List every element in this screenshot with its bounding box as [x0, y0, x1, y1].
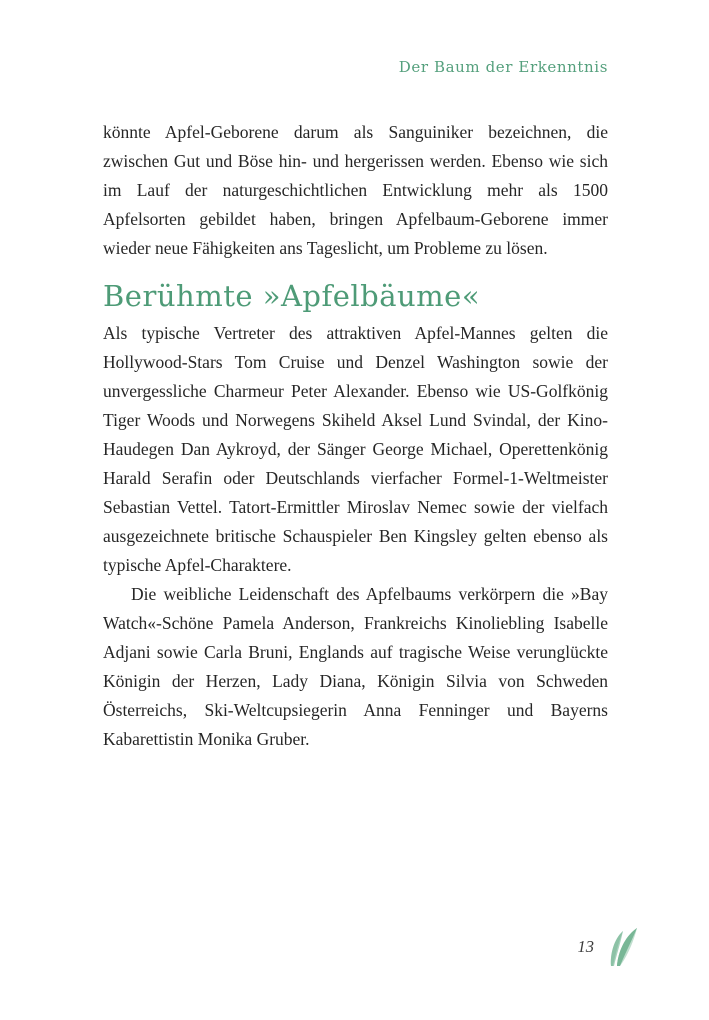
text-block [103, 118, 608, 754]
feather-icon [604, 926, 640, 968]
page-number: 13 [577, 937, 594, 956]
page-footer [578, 926, 641, 968]
running-header: Der Baum der Erkenntnis [398, 58, 608, 76]
paragraph-apfel-maenner: Als typische Vertreter des attraktiven Apfel-Mannes gelten die Hollywood-Stars Tom Cruise und Denzel Washington sowie der unvergessliche Charmeur Peter Alexander. Ebenso wie US-Golfkönig Tiger Woods und Norwegens Skiheld Aksel Lund Svindal, der Kino-Haudegen Dan Aykroyd, der Sänger George Michael, Operettenkönig Harald Serafin oder Deutschlands vierfacher Formel-1-Weltmeister Sebastian Vettel. Tatort-Ermittler Miroslav Nemec sowie der vielfach ausgezeichnete britische Schauspieler Ben Kingsley gelten ebenso als typische Apfel-Charaktere. [103, 323, 608, 575]
paragraph-apfel-frauen: Die weibliche Leidenschaft des Apfelbaums verkörpern die »Bay Watch«-Schöne Pamela Anderson, Frankreichs Kinoliebling Isabelle Adjani sowie Carla Bruni, Englands auf tragische Weise verunglückte Königin der Herzen, Lady Diana, Königin Silvia von Schweden Österreichs, Ski-Weltcupsiegerin Anna Fenninger und Bayerns Kabarettistin Monika Gruber. [103, 584, 608, 749]
section-heading-beruehmte-apfelbaeume: Berühmte »Apfelbäume« [103, 279, 481, 313]
paragraph-sanguiniker: könnte Apfel-Geborene darum als Sanguiniker bezeichnen, die zwischen Gut und Böse hin- und hergerissen werden. Ebenso wie sich im Lauf der naturgeschichtlichen Entwicklung mehr als 1500 Apfelsorten gebildet haben, bringen Apfelbaum-Geborene immer wieder neue Fähigkeiten ans Tageslicht, um Probleme zu lösen. [103, 122, 608, 258]
